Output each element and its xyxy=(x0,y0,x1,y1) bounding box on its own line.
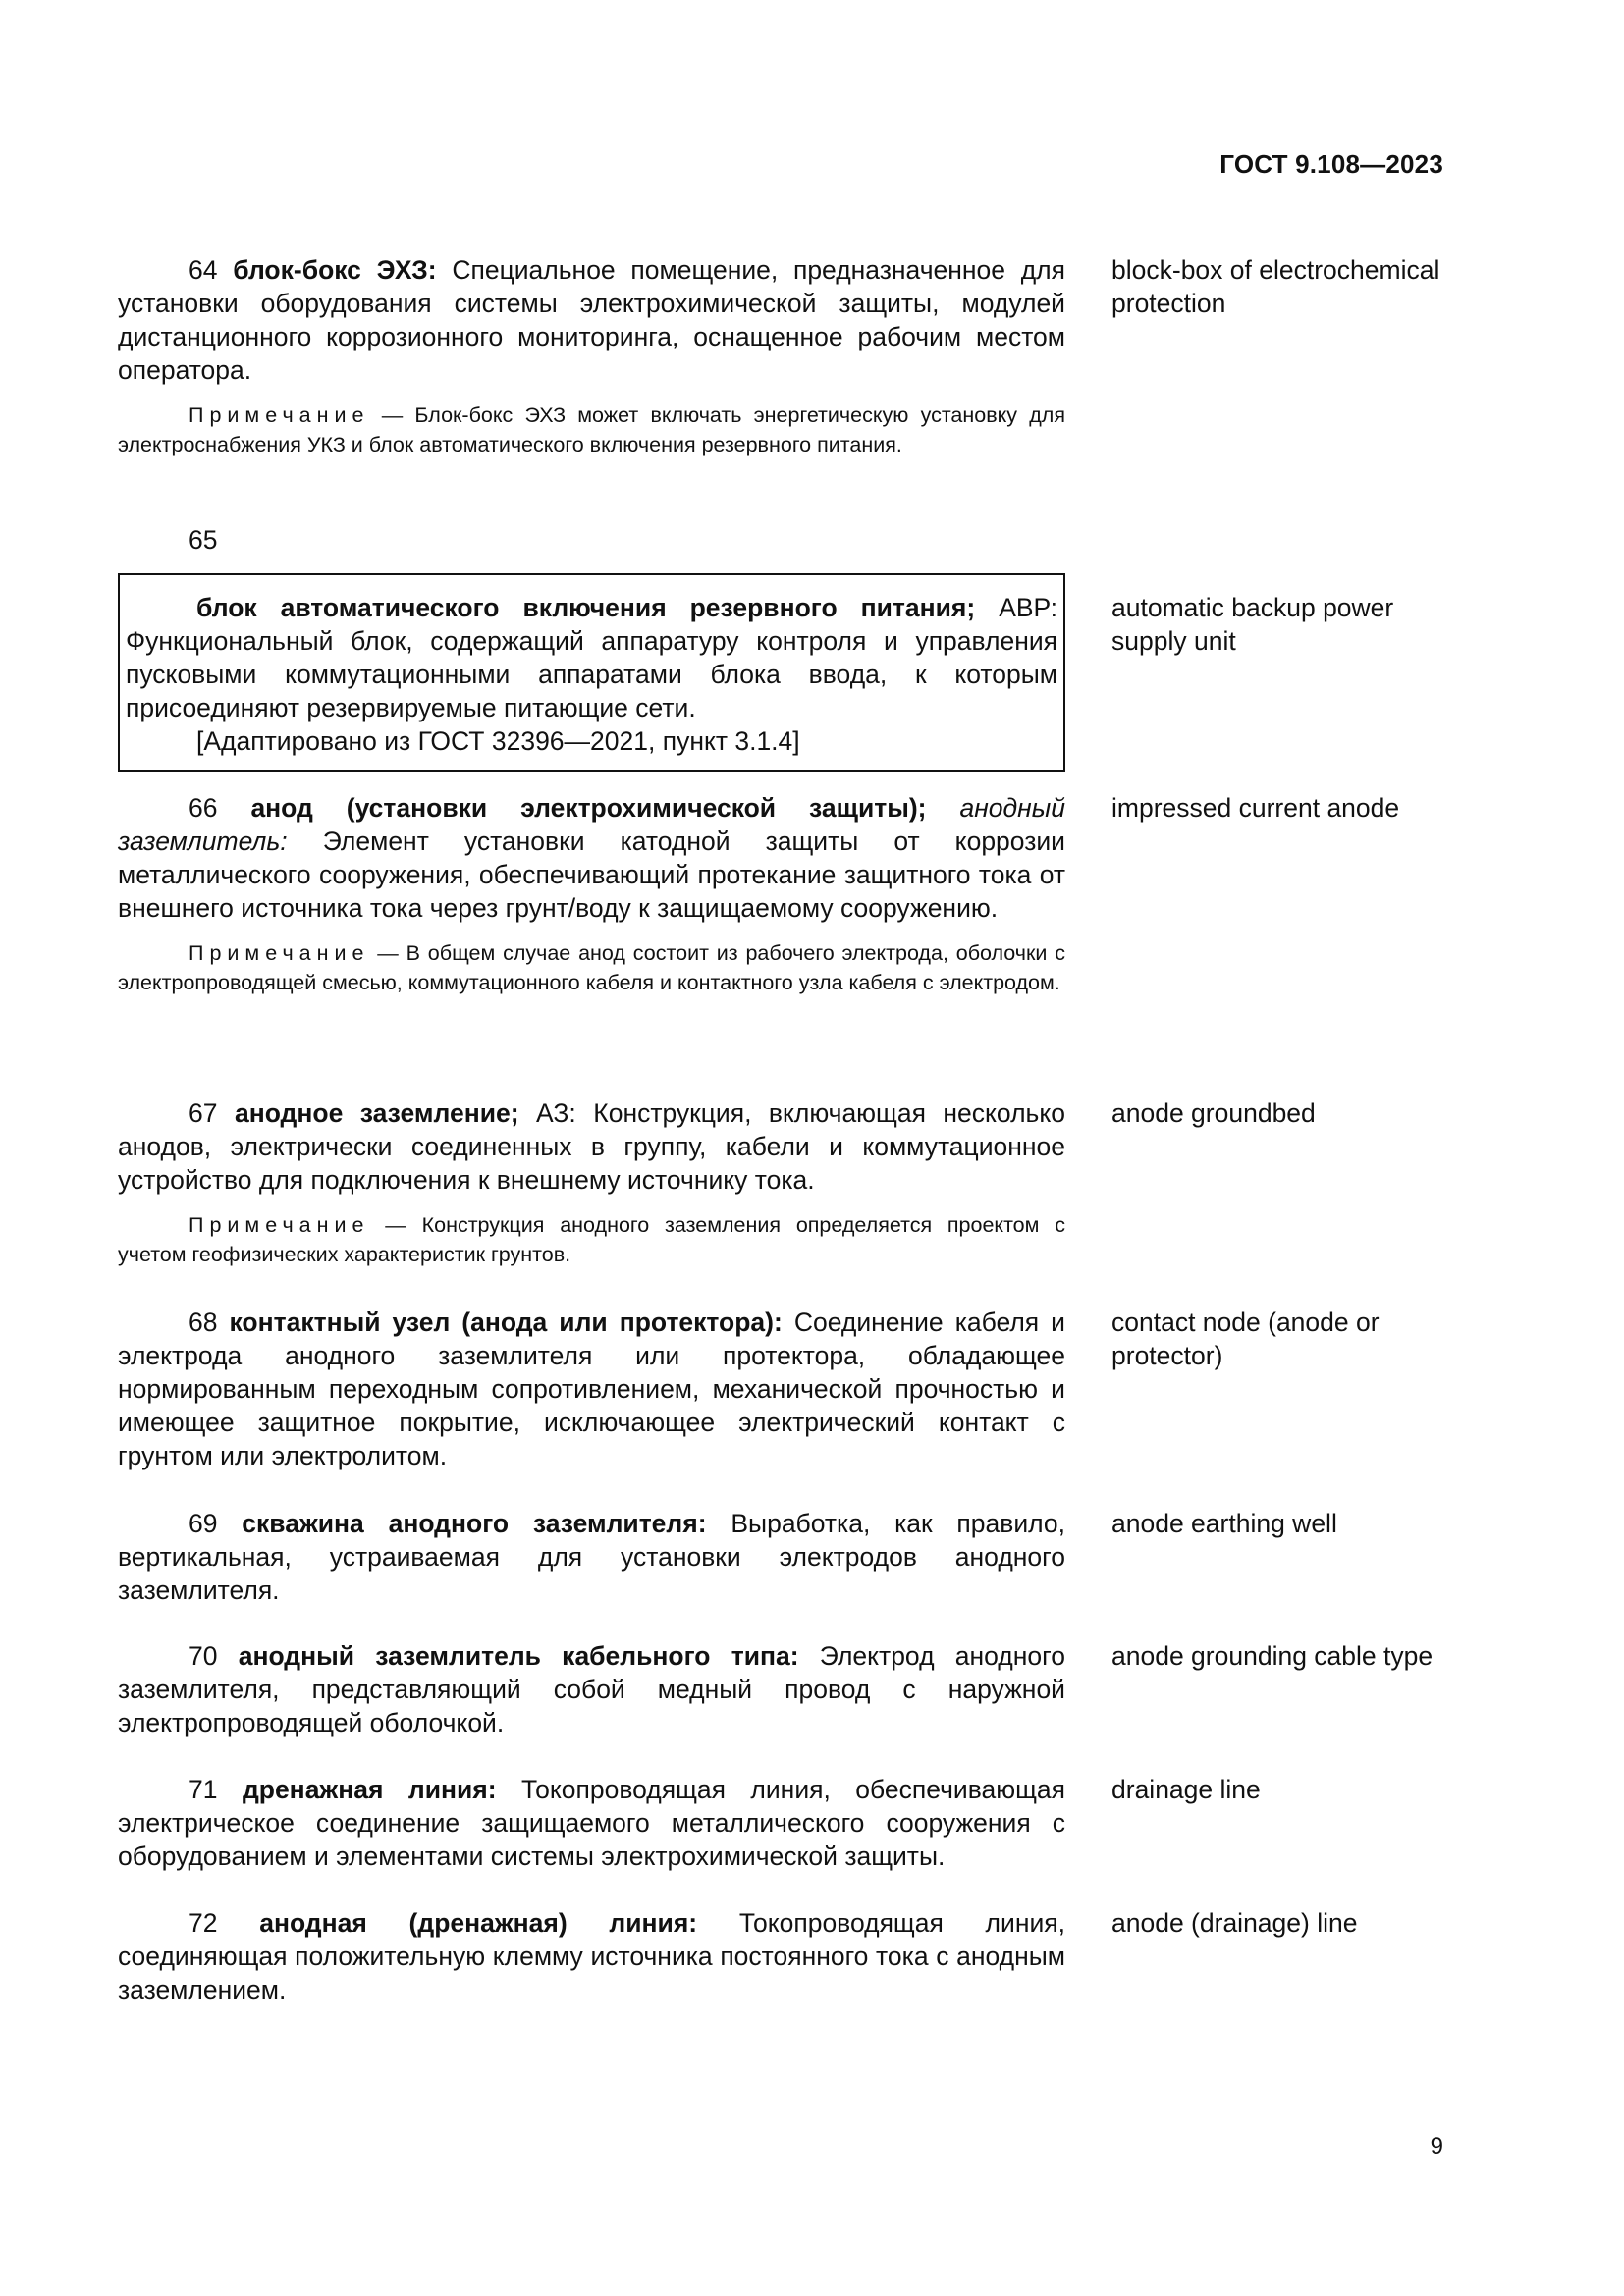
term-number: 64 xyxy=(189,255,218,285)
term-definition: АЗ: Конструкция, включающая несколько анодов, электрически соединенных в группу, кабели и коммутационное устройство для подключения к внешнему источнику тока. xyxy=(118,1098,1065,1195)
term-note xyxy=(118,400,1065,459)
term-body xyxy=(118,1306,1065,1472)
english-equivalent: automatic backup power supply unit xyxy=(1111,593,1394,656)
term-note xyxy=(118,1210,1065,1269)
english-equivalent: contact node (anode or protector) xyxy=(1111,1308,1380,1370)
note-text: — Конструкция анодного заземления определяется проектом с учетом геофизических характеристик грунтов. xyxy=(118,1213,1065,1266)
note-text: — Блок-бокс ЭХЗ может включать энергетическую установку для электроснабжения УКЗ и блок автоматического включения резервного питания. xyxy=(118,403,1065,456)
term-name: скважина анодного заземлителя: xyxy=(242,1509,707,1538)
term-definition: Электрод анодного заземлителя, представляющий собой медный провод с наружной электропроводящей оболочкой. xyxy=(118,1641,1065,1737)
term-paragraph xyxy=(118,791,1065,925)
term-definition: Токопроводящая линия, обеспечивающая электрическое соединение защищаемого металлического сооружения с оборудованием и элементами системы электрохимической защиты. xyxy=(118,1775,1065,1871)
term-name: контактный узел (анода или протектора): xyxy=(229,1308,783,1337)
term-synonym: анодный заземлитель: xyxy=(118,793,1065,856)
term-paragraph xyxy=(118,1906,1065,2006)
term-name: блок автоматического включения резервного питания; xyxy=(196,593,976,622)
term-paragraph xyxy=(126,591,1057,724)
term-definition: Функциональный блок, содержащий аппаратуру контроля и управления пусковыми коммутационными аппаратами блока ввода, к которым присоединяют резервируемые питающие сети. xyxy=(126,626,1057,722)
english-equivalent: drainage line xyxy=(1111,1775,1261,1804)
note-label: Примечание xyxy=(189,403,370,427)
term-body xyxy=(118,1773,1065,1873)
term-body xyxy=(118,1639,1065,1739)
term-number: 72 xyxy=(189,1908,218,1938)
term-paragraph xyxy=(118,1639,1065,1739)
term-name: дренажная линия: xyxy=(242,1775,497,1804)
term-name: анодный заземлитель кабельного типа: xyxy=(238,1641,799,1671)
english-equivalent: block-box of electrochemical protection xyxy=(1111,255,1440,318)
term-paragraph xyxy=(118,1306,1065,1472)
term-note xyxy=(118,938,1065,997)
term-definition: Выработка, как правило, вертикальная, устраиваемая для установки электродов анодного заземлителя. xyxy=(118,1509,1065,1605)
english-equivalent: impressed current anode xyxy=(1111,793,1400,823)
term-name: анод (установки электрохимической защиты); xyxy=(250,793,927,823)
term-body xyxy=(118,1906,1065,2006)
term-body xyxy=(118,791,1065,997)
term-definition: Специальное помещение, предназначенное для установки оборудования системы электрохимической защиты, модулей дистанционного коррозионного мониторинга, оснащенное рабочим местом оператора. xyxy=(118,255,1065,385)
term-definition: Соединение кабеля и электрода анодного заземлителя или протектора, обладающее нормированным переходным сопротивлением, механической прочностью и имеющее защитное покрытие, исключающее электрический контакт с грунтом или электролитом. xyxy=(118,1308,1065,1470)
term-definition: Токопроводящая линия, соединяющая положительную клемму источника постоянного тока с анодным заземлением. xyxy=(118,1908,1065,2004)
boxed-term xyxy=(118,573,1065,772)
english-equivalent: anode grounding cable type xyxy=(1111,1641,1434,1671)
term-body xyxy=(118,1096,1065,1269)
note-label: Примечание xyxy=(189,1213,370,1237)
term-number: 68 xyxy=(189,1308,218,1337)
english-equivalent: anode (drainage) line xyxy=(1111,1908,1358,1938)
term-source: [Адаптировано из ГОСТ 32396—2021, пункт 3.1.4] xyxy=(196,726,800,756)
term-body xyxy=(118,1507,1065,1607)
term-number: 71 xyxy=(189,1775,218,1804)
document-header: ГОСТ 9.108—2023 xyxy=(1219,149,1443,179)
english-equivalent: anode groundbed xyxy=(1111,1098,1316,1128)
term-paragraph xyxy=(118,1507,1065,1607)
term-number: 69 xyxy=(189,1509,218,1538)
english-equivalent: anode earthing well xyxy=(1111,1509,1337,1538)
page-number: 9 xyxy=(1430,2133,1443,2160)
term-definition: Элемент установки катодной защиты от коррозии металлического сооружения, обеспечивающий протекание защитного тока от внешнего источника тока через грунт/воду к защищаемому сооружению. xyxy=(118,827,1065,923)
term-name: анодное заземление; xyxy=(234,1098,519,1128)
term-name: блок-бокс ЭХЗ: xyxy=(233,255,437,285)
term-body xyxy=(118,253,1065,459)
note-label: Примечание xyxy=(189,941,370,965)
term-abbreviation: АВР: xyxy=(999,593,1057,622)
term-paragraph xyxy=(118,253,1065,387)
term-number: 70 xyxy=(189,1641,218,1671)
term-number: 67 xyxy=(189,1098,218,1128)
term-number: 66 xyxy=(189,793,218,823)
term-number: 65 xyxy=(189,525,218,555)
note-text: — В общем случае анод состоит из рабочего электрода, оболочки с электропроводящей смесью, коммутационного кабеля и контактного узла кабеля с электродом. xyxy=(118,941,1065,994)
term-paragraph xyxy=(118,1096,1065,1197)
term-paragraph xyxy=(118,1773,1065,1873)
term-name: анодная (дренажная) линия: xyxy=(259,1908,698,1938)
